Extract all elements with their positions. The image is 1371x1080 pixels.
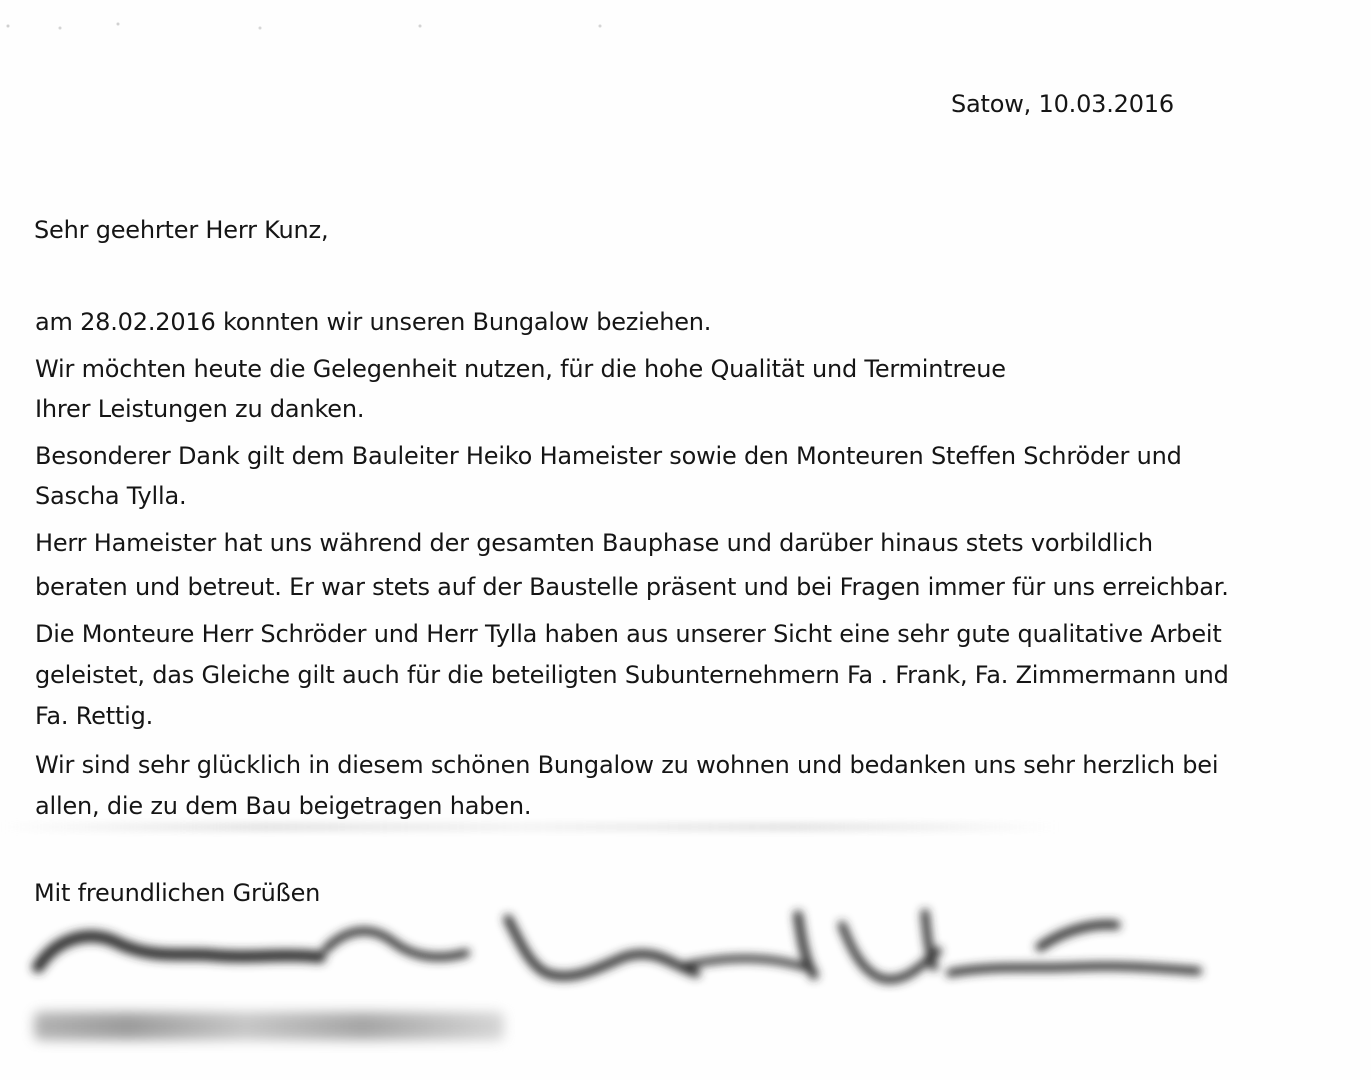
blurred-signature [20,895,1250,1005]
body-line: Fa. Rettig. [35,702,154,730]
body-line: Ihrer Leistungen zu danken. [35,395,365,423]
body-line: Sascha Tylla. [35,482,187,510]
letter-salutation: Sehr geehrter Herr Kunz, [34,216,329,244]
body-line: Wir möchten heute die Gelegenheit nutzen, für die hohe Qualität und Termintreue [35,355,1006,383]
body-line: Besonderer Dank gilt dem Bauleiter Heiko Hameister sowie den Monteuren Steffen Schröder und [35,442,1182,470]
letter-date: Satow, 10.03.2016 [951,90,1174,118]
body-line: geleistet, das Gleiche gilt auch für die beteiligten Subunternehmern Fa . Frank, Fa. Zimmermann und [35,661,1229,689]
body-line: am 28.02.2016 konnten wir unseren Bungalow beziehen. [35,308,712,336]
body-line: Herr Hameister hat uns während der gesamten Bauphase und darüber hinaus stets vorbildlich [35,529,1153,557]
letter-closing: Mit freundlichen Grüßen [34,879,321,907]
blurred-printed-name [34,1012,504,1040]
scan-noise [0,14,620,38]
body-line: beraten und betreut. Er war stets auf der Baustelle präsent und bei Fragen immer für uns erreichbar. [35,573,1229,601]
scan-shadow-line [0,822,1060,832]
body-line: Die Monteure Herr Schröder und Herr Tylla haben aus unserer Sicht eine sehr gute qualitative Arbeit [35,620,1222,648]
body-line: Wir sind sehr glücklich in diesem schönen Bungalow zu wohnen und bedanken uns sehr herzlich bei [35,751,1219,779]
body-line: allen, die zu dem Bau beigetragen haben. [35,792,532,820]
